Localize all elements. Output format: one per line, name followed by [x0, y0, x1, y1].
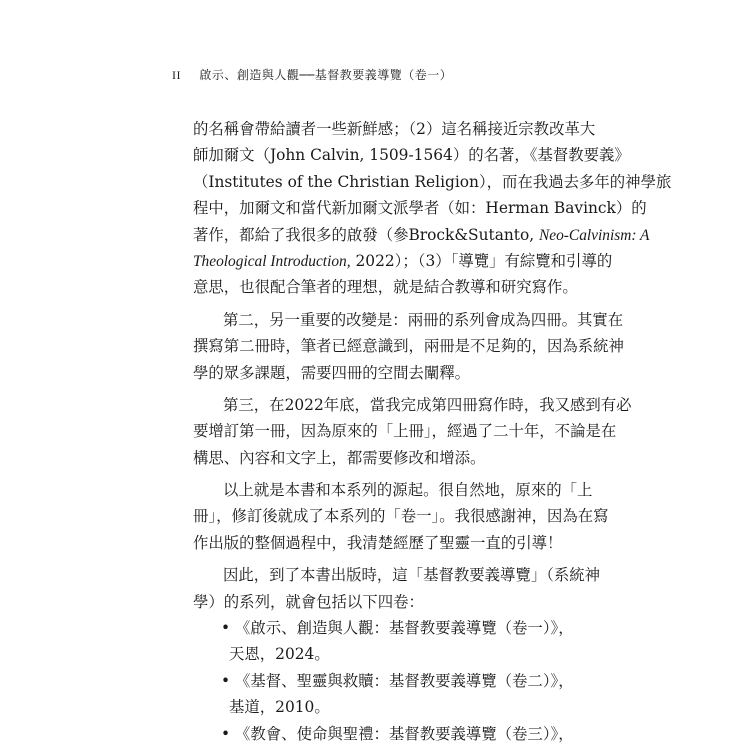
text-line: 的名稱會帶給讀者一些新鮮感；（2）這名稱接近宗教改革大	[193, 120, 596, 138]
bullet-icon: •	[221, 724, 231, 743]
list-item-volume-3	[193, 721, 574, 747]
book-title-italic: Neo-Calvinism: A	[539, 226, 650, 244]
text-line: 撰寫第二冊時，筆者已經意識到，兩冊是不足夠的，因為系統神	[193, 337, 624, 356]
volume-publisher: 基道，2010。	[229, 698, 330, 717]
text-segment: 著作，都給了我很多的啟發（參Brock&Sutanto,	[193, 225, 540, 244]
volume-title: 《基督、聖靈與救贖：基督教要義導覽（卷二）》，	[235, 671, 574, 690]
volume-title: 《教會、使命與聖禮：基督教要義導覽（卷三）》，	[235, 724, 574, 743]
text-line: 師加爾文（John Calvin, 1509-1564）的名著，《基督教要義》	[193, 146, 630, 165]
text-line: 冊」，修訂後就成了本系列的「卷一」。我很感謝神，因為在寫	[193, 507, 609, 526]
text-line-with-citation	[193, 248, 613, 274]
text-line: 程中，加爾文和當代新加爾文派學者（如：Herman Bavinck）的	[193, 199, 647, 218]
running-header	[172, 66, 452, 83]
bullet-icon: •	[221, 619, 231, 638]
text-line: 構思、內容和文字上，都需要修改和增添。	[193, 448, 486, 467]
text-line: 作出版的整個過程中，我清楚經歷了聖靈一直的引導！	[193, 533, 563, 552]
text-line: （Institutes of the Christian Religion），而在我過去多年的神學旅	[193, 172, 672, 191]
volume-title: 《啟示、創造與人觀：基督教要義導覽（卷一）》，	[235, 619, 574, 638]
book-title-italic: Theological Introduction,	[193, 252, 351, 270]
text-line: 以上就是本書和本系列的源起。很自然地，原來的「上	[223, 481, 593, 500]
bullet-icon: •	[221, 671, 231, 690]
text-segment: 2022）；（3）「導覽」有綜覽和引導的	[350, 251, 613, 270]
text-line: 學的眾多課題，需要四冊的空間去闡釋。	[193, 363, 471, 382]
text-line: 學）的系列，就會包括以下四卷：	[193, 592, 424, 611]
text-line: 第二，另一重要的改變是：兩冊的系列會成為四冊。其實在	[223, 310, 624, 329]
page-folio: II	[172, 68, 181, 82]
text-line: 意思，也很配合筆者的理想，就是結合教導和研究寫作。	[193, 278, 578, 297]
list-item-volume-2	[193, 668, 574, 694]
list-item-volume-1	[193, 615, 574, 641]
text-line: 因此，到了本書出版時，這「基督教要義導覽」（系統神	[223, 566, 601, 585]
text-line-with-citation	[193, 222, 650, 248]
text-line: 第三，在2022年底，當我完成第四冊寫作時，我又感到有必	[223, 395, 632, 414]
running-title: 啟示、創造與人觀──基督教要義導覽（卷一）	[199, 68, 453, 82]
body-text	[193, 116, 672, 747]
text-line: 要增訂第一冊，因為原來的「上冊」，經過了二十年，不論是在	[193, 422, 617, 441]
volume-publisher: 天恩，2024。	[229, 645, 330, 664]
